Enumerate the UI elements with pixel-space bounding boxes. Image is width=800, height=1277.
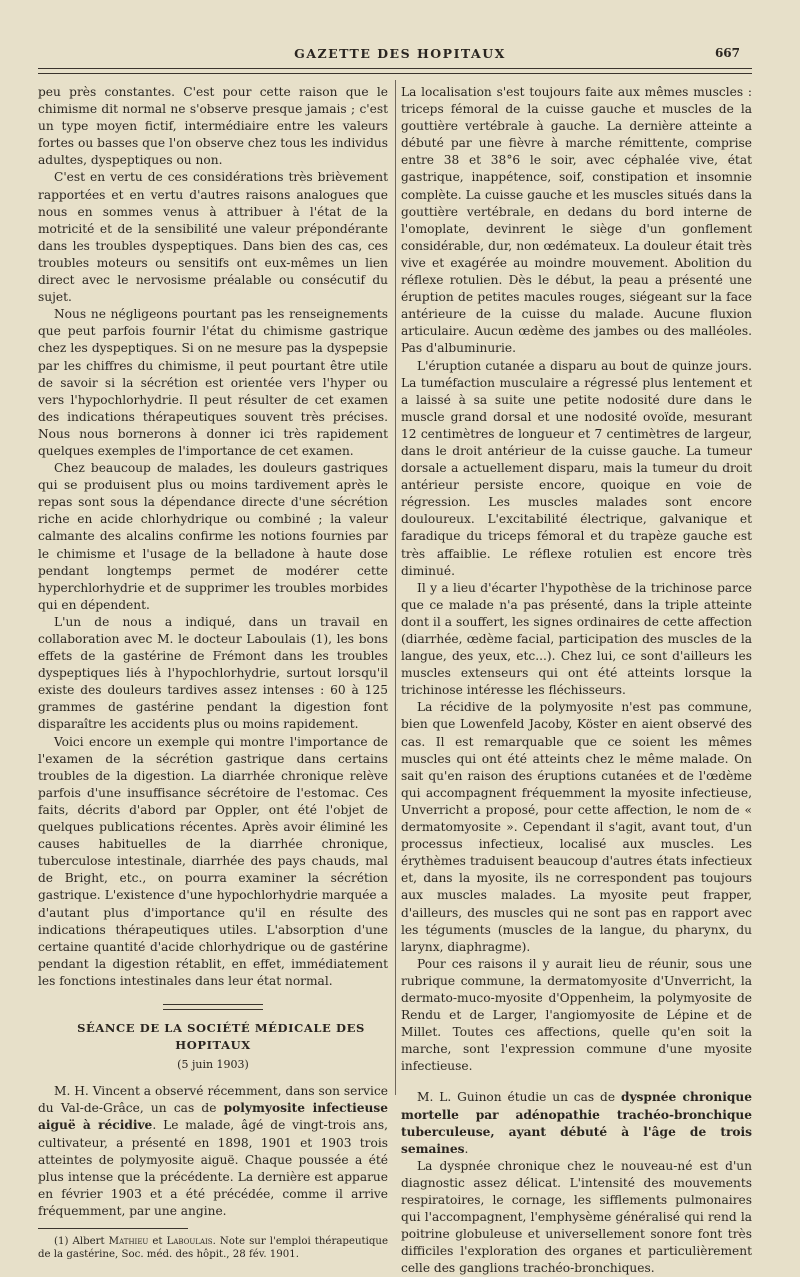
paragraph: La récidive de la polymyosite n'est pas commune, bien que Lowenfeld Jacoby, Köster en aient observé des cas. Il est remarquable que ce soient les mêmes muscles qui ont été atteints chez le même malade. On sait qu'en raison des éruptions cutanées et de l'œdème qui accompagnent fréquemment la myosite infectieuse, Unverricht a proposé, pour cette affection, le nom de « dermatomyosite ». Cependant il s'agit, avant tout, d'un processus infectieux, localisé aux muscles. Les érythèmes traduisent beaucoup d'autres états infectieux et, dans la myosite, ils ne correspondent pas toujours aux muscles malades. La myosite peut frapper, d'ailleurs, des muscles qui ne sont pas en rapport avec les téguments (muscles de la langue, du pharynx, du larynx, diaphragme). xyxy=(401,700,752,954)
text: et xyxy=(148,1236,167,1247)
author-name: Laboulais xyxy=(166,1236,213,1247)
paragraph-guinon xyxy=(401,1089,752,1157)
text: (1) Albert xyxy=(54,1236,109,1247)
page-number: 667 xyxy=(714,46,740,60)
text: . Le malade, âgé de vingt-trois ans, cultivateur, a présenté en 1898, 1901 et 1903 trois atteintes de polymyosite aiguë. Chaque poussée a été plus intense que la précédente. La dernière est apparue en février 1903 et a été précédée, comme il arrive fréquemment, par une angine. xyxy=(38,1118,388,1218)
section-title: SÉANCE DE LA SOCIÉTÉ MÉDICALE DES HOPITAUX xyxy=(77,1020,365,1053)
header-rule-secondary xyxy=(38,73,752,74)
paragraph: Il y a lieu d'écarter l'hypothèse de la trichinose parce que ce malade n'a pas présenté, dans la triple atteinte dont il a souffert, les signes ordinaires de cette affection (diarrhée, œdème facial, participation des muscles de la langue, des yeux, etc...). Chez lui, ce sont d'ailleurs les muscles extenseurs qui ont été atteints lorsque la trichinose intéresse les fléchisseurs. xyxy=(401,580,752,698)
paragraph: peu près constantes. C'est pour cette raison que le chimisme dit normal ne s'observe presque jamais ; c'est un type moyen fictif, intermédiaire entre les valeurs fortes ou basses que l'on observe chez tous les individus adultes, dyspeptiques ou non. xyxy=(38,85,388,168)
case-title: dyspnée chronique mortelle par adénopathie trachéo-bronchique tuberculeuse, ayant débuté à l'âge de trois semaines xyxy=(401,1090,753,1156)
author-name: Mathieu xyxy=(108,1236,149,1247)
paragraph: L'un de nous a indiqué, dans un travail en collaboration avec M. le docteur Laboulais (1), les bons effets de la gastérine de Frémont dans les troubles dyspeptiques liés à l'hypochlorhydrie, surtout lorsqu'il existe des douleurs tardives assez intenses : 60 à 125 grammes de gastérine pendant la digestion font disparaître les accidents plus ou moins rapidement. xyxy=(38,614,388,732)
paragraph: Pour ces raisons il y aurait lieu de réunir, sous une rubrique commune, la dermatomyosite d'Unverricht, la dermato-muco-myosite d'Oppenheim, la polymyosite de Rendu et de Larger, l'angiomyosite de Lépine et de Millet. Toutes ces affections, quelle qu'en soit la marche, sont l'expression commune d'une myosite infectieuse. xyxy=(401,956,752,1074)
section-separator xyxy=(163,1004,263,1010)
right-column xyxy=(401,84,752,1277)
text: M. H. Vincent a observé récemment, dans son service du Val-de-Grâce, un cas de xyxy=(38,1084,388,1116)
left-column xyxy=(38,84,388,1261)
paragraph: C'est en vertu de ces considérations très brièvement rapportées et en vertu d'autres raisons analogues que nous en sommes venus à attribuer à l'état de la motricité et de la sensibilité une valeur prépondérante dans les troubles dyspeptiques. Dans bien des cas, ces troubles moteurs ou sensitifs ont eux-mêmes un lien direct avec le nervosisme préalable ou consécutif du sujet. xyxy=(38,170,388,305)
paragraph: Nous ne négligeons pourtant pas les renseignements que peut parfois fournir l'état du chimisme gastrique chez les dyspeptiques. Si on ne mesure pas la dyspepsie par les chiffres du chimisme, il peut pourtant être utile de savoir si la sécrétion est orientée vers l'hyper ou vers l'hypochlorhydrie. Il peut résulter de cet examen des indications thérapeutiques souvent très précises. Nous nous bornerons à donner ici très rapidement quelques exemples de l'importance de cet examen. xyxy=(38,307,388,458)
paragraph: Voici encore un exemple qui montre l'importance de l'examen de la sécrétion gastrique dans certains troubles de la digestion. La diarrhée chronique relève parfois d'une insuffisance sécrétoire de l'estomac. Ces faits, décrits d'abord par Oppler, ont été l'objet de quelques publications récentes. Après avoir éliminé les causes habituelles de la diarrhée chronique, tuberculose intestinale, diarrhée des pays chauds, mal de Bright, etc., on pourra examiner la sécrétion gastrique. L'existence d'une hypochlorhydrie marquée a d'autant plus d'importance qu'il en résulte des indications thérapeutiques utiles. L'absorption d'une certaine quantité d'acide chlorhydrique ou de gastérine pendant la digestion rétablit, en effet, immédiatement les fonctions intestinales dans leur état normal. xyxy=(38,734,388,988)
section-date: (5 juin 1903) xyxy=(177,1058,249,1072)
paragraph: La dyspnée chronique chez le nouveau-né est d'un diagnostic assez délicat. L'intensité des mouvements respiratoires, le cornage, les sifflements pulmonaires qui l'accompagnent, l'emphysème généralisé qui rend la poitrine globuleuse et universellement sonore font très difficiles l'exploration des organes et particulièrement celle des ganglions trachéo-bronchiques. xyxy=(401,1158,752,1276)
case-title: polymyosite infectieuse aiguë à récidive xyxy=(38,1101,388,1133)
footnote xyxy=(38,1235,388,1261)
paragraph: Chez beaucoup de malades, les douleurs gastriques qui se produisent plus ou moins tardivement après le repas sont sous la dépendance directe d'une sécrétion riche en acide chlorhydrique ou combiné ; la valeur calmante des alcalins confirme les notions fournies par le chimisme et l'usage de la belladone à haute dose pendant longtemps permet de modérer cette hyperchlorhydrie et de supprimer les troubles morbides qui en dépendent. xyxy=(38,461,388,612)
paragraph: L'éruption cutanée a disparu au bout de quinze jours. La tuméfaction musculaire a régressé plus lentement et a laissé à sa suite une petite nodosité dure dans le muscle grand dorsal et une nodosité ovoïde, mesurant 12 centimètres de longueur et 7 centimètres de largeur, dans le droit antérieur de la cuisse gauche. La tumeur dorsale a actuellement disparu, mais la tumeur du droit antérieur persiste encore, quoique en voie de régression. Les muscles malades sont encore douloureux. L'excitabilité électrique, galvanique et faradique du triceps fémoral et du trapèze gauche est très affaiblie. Le réflexe rotulien est encore très diminué. xyxy=(401,358,752,578)
footnote-rule xyxy=(38,1228,188,1229)
text: . xyxy=(464,1141,469,1156)
text: . Note sur l'emploi thérapeutique de la gastérine, Soc. méd. des hôpit., 28 fév. 1901. xyxy=(38,1236,388,1260)
column-divider xyxy=(395,80,396,1095)
paragraph: La localisation s'est toujours faite aux mêmes muscles : triceps fémoral de la cuisse gauche et muscles de la gouttière vertébrale à gauche. La dernière atteinte a débuté par une fièvre à marche rémittente, comprise entre 38 et 38°6 le soir, avec céphalée vive, état gastrique, inappétence, soif, constipation et insomnie complète. La cuisse gauche et les muscles situés dans la gouttière vertébrale, en dedans du bord interne de l'omoplate, devinrent le siège d'un gonflement considérable, dur, non œdémateux. La douleur était très vive et exagérée au moindre mouvement. Abolition du réflexe rotulien. Dès le début, la peau a présenté une éruption de petites macules rouges, siégeant sur la face antérieure de la cuisse du malade. Aucune fluxion articulaire. Aucun œdème des jambes ou des malléoles. Pas d'albuminurie. xyxy=(401,85,752,356)
paragraph-vincent xyxy=(38,1083,388,1220)
journal-title: GAZETTE DES HOPITAUX xyxy=(294,46,506,61)
header-rule xyxy=(38,68,752,69)
text: M. L. Guinon étudie un cas de xyxy=(417,1090,621,1105)
